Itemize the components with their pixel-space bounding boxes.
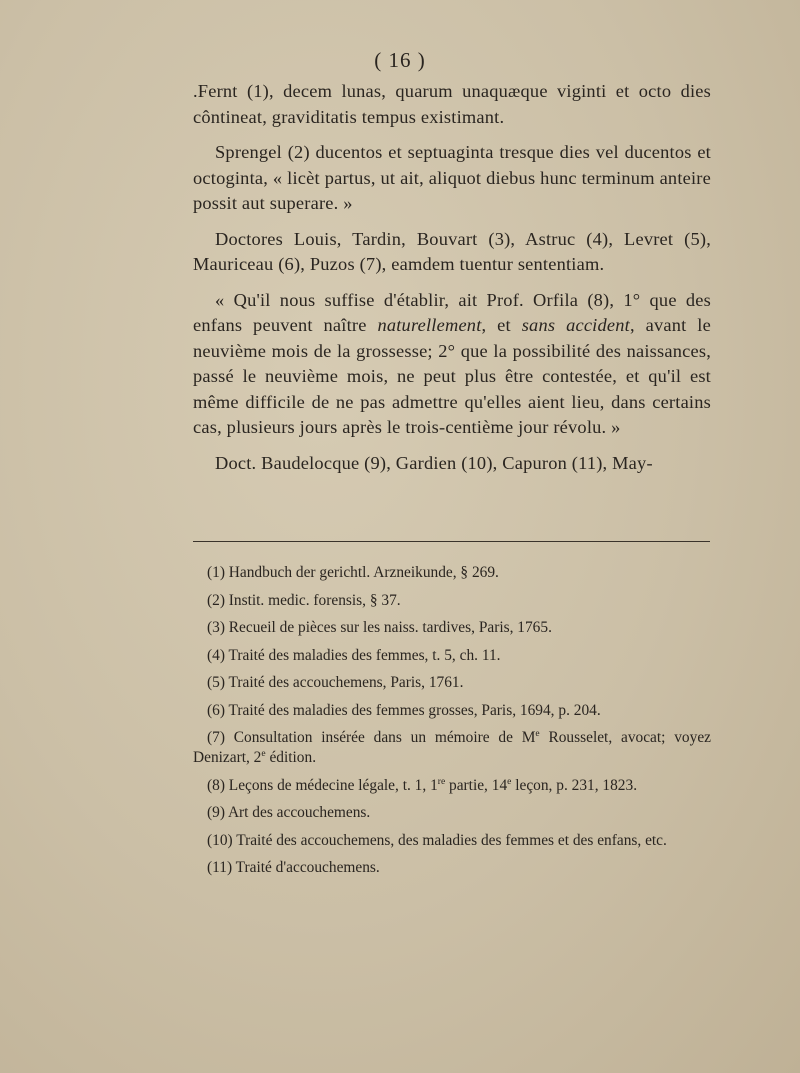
main-text bbox=[193, 79, 711, 476]
quote-italic-naturellement: naturellement bbox=[377, 315, 482, 335]
footnote-8-end: leçon, p. 231, 1823. bbox=[511, 776, 638, 794]
footnote-5: (5) Traité des accouchemens, Paris, 1761. bbox=[207, 674, 464, 691]
footnote-4: (4) Traité des maladies des femmes, t. 5, ch. 11. bbox=[207, 646, 501, 664]
footnote-8-middle: partie, 14 bbox=[445, 776, 508, 794]
footnote-7-end: édition. bbox=[265, 749, 317, 766]
footnotes bbox=[193, 563, 711, 878]
footnote-3: (3) Recueil de pièces sur les naiss. tardives, Paris, 1765. bbox=[207, 619, 552, 636]
quote-text-start: « Qu'il nous suffise d'établir, ait Prof. Orfila (8), 1° que des enfans peuvent naître bbox=[193, 289, 711, 335]
footnote-7-sup2: e bbox=[261, 747, 266, 759]
footnote-7-middle: Rousselet, avocat; voyez Denizart, 2 bbox=[193, 729, 711, 766]
footnote-8-sup: re bbox=[437, 775, 446, 787]
footnote-10: (10) Traité des accouchemens, des maladies des femmes et des enfans, etc. bbox=[207, 831, 667, 849]
paragraph-baudelocque: Doct. Baudelocque (9), Gardien (10), Capuron (11), May- bbox=[215, 452, 653, 473]
footnote-11: (11) Traité d'accouchemens. bbox=[207, 859, 380, 876]
paragraph-fernt: .Fernt (1), decem lunas, quarum unaquæque viginti et octo dies côntineat, graviditatis tempus existimant. bbox=[193, 81, 711, 127]
footnote-7-sup: e bbox=[535, 727, 540, 739]
footnote-separator bbox=[193, 541, 710, 542]
quote-text-middle: , et bbox=[481, 315, 522, 335]
footnote-9: (9) Art des accouchemens. bbox=[207, 804, 371, 821]
footnote-7-start: (7) Consultation insérée dans un mémoire de M bbox=[207, 729, 536, 746]
footnote-2: (2) Instit. medic. forensis, § 37. bbox=[207, 591, 401, 609]
quote-text-end: , avant le neuvième mois de la grossesse; 2° que la possibilité des naissances, passé le neuvième mois, ne peut plus être contestée, et qu'il est même difficile de ne pas admettre qu'elles aient lieu, dans certains cas, plusieurs jours après le trois-centième jour révolu. » bbox=[193, 315, 711, 437]
page-number: ( 16 ) bbox=[374, 48, 426, 72]
footnote-8 bbox=[193, 776, 711, 796]
paragraph-orfila-quote bbox=[193, 288, 711, 441]
paragraph-sprengel: Sprengel (2) ducentos et septuaginta tresque dies vel ducentos et octoginta, « licèt partus, ut ait, aliquot diebus hunc terminum anteire possit aut superare. » bbox=[193, 142, 711, 213]
footnote-8-sup2: e bbox=[507, 775, 512, 787]
footnote-6: (6) Traité des maladies des femmes grosses, Paris, 1694, p. 204. bbox=[207, 701, 601, 719]
paragraph-doctores: Doctores Louis, Tardin, Bouvart (3), Astruc (4), Levret (5), Mauriceau (6), Puzos (7), eamdem tuentur sententiam. bbox=[193, 228, 711, 274]
footnote-1: (1) Handbuch der gerichtl. Arzneikunde, § 269. bbox=[207, 564, 499, 581]
footnote-8-start: (8) Leçons de médecine légale, t. 1, 1 bbox=[207, 776, 438, 794]
quote-italic-sans-accident: sans accident bbox=[521, 315, 630, 335]
footnote-7 bbox=[193, 728, 711, 768]
